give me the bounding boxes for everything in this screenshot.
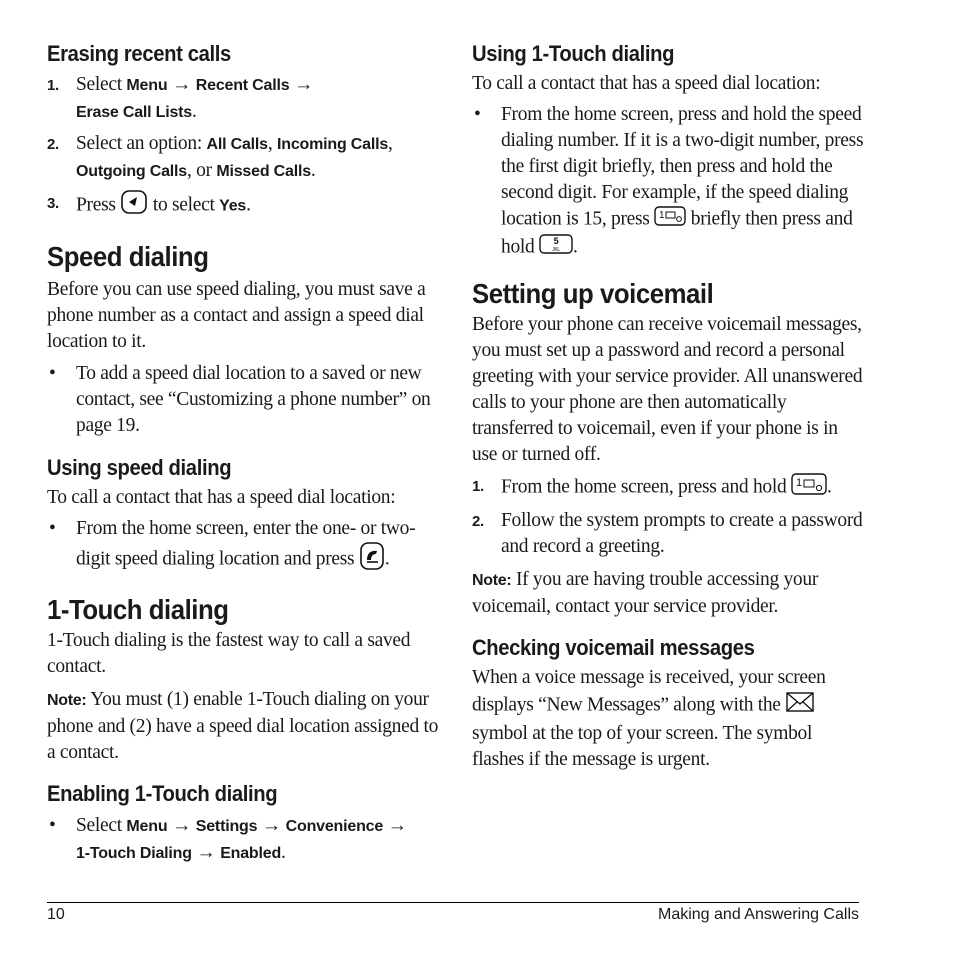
erasing-heading: Erasing recent calls — [47, 41, 231, 66]
left-column — [47, 38, 439, 867]
key-1-icon — [791, 473, 827, 503]
touch-dialing-heading: 1-Touch dialing — [47, 594, 229, 625]
speed-dialing-intro: Before you can use speed dialing, you must save a phone number as a contact and assign a speed dial location to it. — [47, 279, 426, 352]
note-label: Note: — [472, 572, 512, 589]
voicemail-step-1: 1. From the home screen, press and hold 1 . — [472, 473, 864, 503]
voicemail-intro: Before your phone can receive voicemail messages, you must set up a password and record a personal greeting with your service provider. All unanswered calls to your phone are then automatically transferred to voicemail, even if your phone is in use or turned off. — [472, 314, 863, 465]
svg-text:JKL: JKL — [552, 247, 560, 253]
send-key-icon — [359, 542, 385, 578]
right-column — [472, 38, 864, 773]
key-1-icon — [654, 206, 686, 234]
erasing-step-3: 3. Press to select Yes. — [47, 190, 439, 222]
using-touch-bullet: • From the home screen, press and hold the speed dialing number. If it is a two-digit number, press the first digit briefly, then press and hold the second digit. For example, if the speed dialing location is 15, press 1 briefly then press and hold 5 JKL . — [472, 102, 864, 262]
checking-text: When a voice message is received, your screen displays “New Messages” along with the symbol at the top of your screen. The symbol flashes if the message is urgent. — [472, 667, 826, 770]
svg-text:1: 1 — [796, 477, 802, 489]
envelope-icon — [785, 691, 815, 721]
page-number: 10 — [47, 906, 65, 923]
svg-text:5: 5 — [553, 236, 559, 246]
svg-text:1: 1 — [659, 210, 665, 221]
ok-key-icon — [120, 190, 148, 222]
enabling-bullet: • Select Menu → Settings → Convenience → 1-Touch Dialing → Enabled. — [49, 815, 407, 863]
touch-dialing-note: Note: You must (1) enable 1-Touch dialing on your phone and (2) have a speed dial location assigned to a contact. — [47, 689, 439, 763]
voicemail-note: Note: If you are having trouble accessing your voicemail, contact your service provider. — [472, 569, 819, 617]
key-5-icon — [539, 234, 573, 262]
voicemail-heading: Setting up voicemail — [472, 278, 714, 309]
page-footer — [47, 902, 859, 923]
using-touch-heading: Using 1-Touch dialing — [472, 41, 675, 66]
touch-dialing-intro: 1-Touch dialing is the fastest way to call a saved contact. — [47, 630, 411, 677]
speed-dialing-bullet: • To add a speed dial location to a saved or new contact, see “Customizing a phone number” on page 19. — [49, 363, 431, 436]
enabling-heading: Enabling 1-Touch dialing — [47, 781, 278, 806]
erasing-step-1: 1. Select Menu → Recent Calls → Erase Call Lists. — [47, 74, 314, 122]
using-touch-intro: To call a contact that has a speed dial location: — [472, 73, 821, 94]
chapter-title: Making and Answering Calls — [658, 906, 859, 923]
using-speed-heading: Using speed dialing — [47, 455, 232, 480]
using-speed-bullet: • From the home screen, enter the one- or two-digit speed dialing location and press . — [47, 516, 439, 578]
speed-dialing-heading: Speed dialing — [47, 241, 209, 272]
using-speed-intro: To call a contact that has a speed dial location: — [47, 487, 396, 508]
erasing-step-2: 2. Select an option: All Calls, Incoming Calls, Outgoing Calls, or Missed Calls. — [47, 133, 393, 181]
voicemail-step-2: 2. Follow the system prompts to create a password and record a greeting. — [472, 510, 863, 557]
note-label: Note: — [47, 692, 87, 709]
checking-heading: Checking voicemail messages — [472, 635, 755, 660]
